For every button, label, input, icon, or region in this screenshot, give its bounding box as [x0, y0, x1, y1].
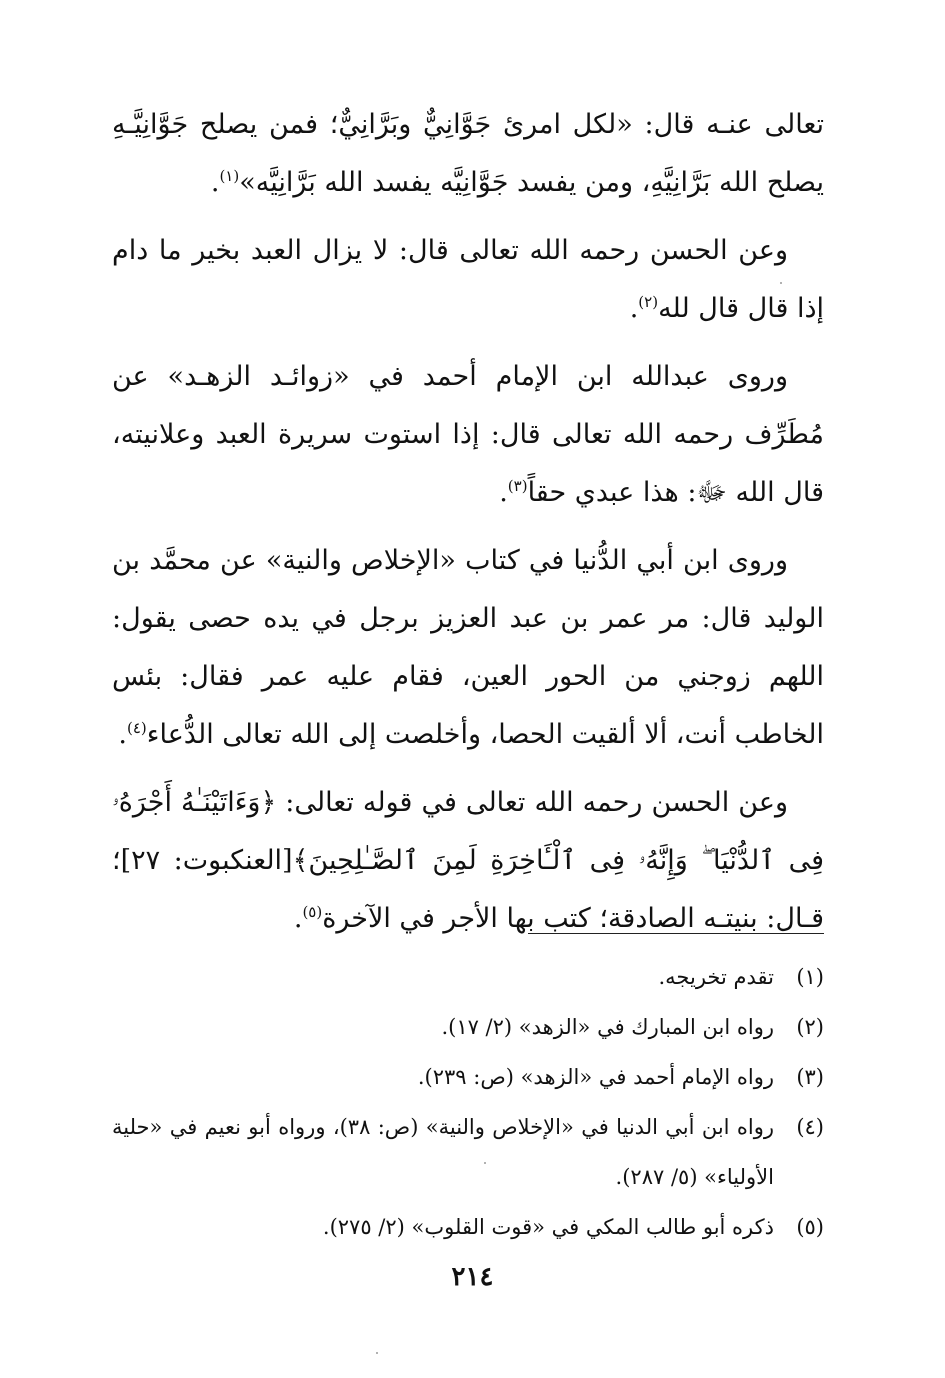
footnote: [112, 1052, 824, 1102]
footnote-ref: (١): [219, 167, 240, 185]
footnote-text: رواه الإمام أحمد في «الزهد» (ص: ٢٣٩).: [417, 1065, 774, 1089]
footnote-ref: (٣): [507, 477, 528, 495]
scan-speck: [780, 282, 782, 284]
paragraph: [112, 222, 824, 338]
footnote-number: (٢): [796, 1015, 824, 1039]
footnote-text: تقدم تخريجه.: [658, 965, 774, 989]
footnote-separator: [528, 933, 824, 934]
page-number: ٢١٤: [451, 1262, 494, 1292]
paragraph: [112, 96, 824, 212]
footnote-ref: (٥): [302, 903, 323, 921]
paragraph: [112, 774, 824, 948]
footnote-text: رواه ابن المبارك في «الزهد» (٢/ ١٧).: [441, 1015, 774, 1039]
footnote-text: رواه ابن أبي الدنيا في «الإخلاص والنية» (ص: ٣٨)، ورواه أبو نعيم في «حلية الأولياء» (٥/ ٢٨٧).: [112, 1115, 774, 1189]
scan-speck: [484, 1162, 486, 1164]
footnotes: [112, 952, 824, 1252]
paragraph-text: وروى عبدالله ابن الإمام أحمد في «زوائـد الزهـد» عن مُطَرِّف رحمه الله تعالى قال: إذا استوت سريرة العبد وعلانيته، قال الله ﷻ: هذا عبدي حقاً: [112, 361, 824, 508]
paragraph-end: .: [118, 719, 127, 750]
footnote: [112, 1002, 824, 1052]
paragraph-end: .: [499, 477, 508, 508]
paragraph-text: وعن الحسن رحمه الله تعالى قال: لا يزال العبد بخير ما دام إذا قال قال لله: [112, 235, 824, 324]
paragraph-text: تعالى عنـه قال: «لكل امرئ جَوَّانِيٌّ وبَرَّانِيٌّ؛ فمن يصلح جَوَّانِيَّـهِ يصلح الله بَرَّانِيَّهِ، ومن يفسد جَوَّانِيَّه يفسد الله بَرَّانِيَّه»: [112, 109, 824, 198]
footnote: [112, 952, 824, 1002]
paragraph: [112, 348, 824, 522]
footnote: [112, 1102, 824, 1202]
footnote-number: (٣): [796, 1065, 824, 1089]
footnote-text: ذكره أبو طالب المكي في «قوت القلوب» (٢/ ٢٧٥).: [322, 1215, 774, 1239]
paragraph-end: .: [293, 903, 303, 934]
paragraph-end: .: [210, 167, 220, 198]
footnote-ref: (٢): [638, 293, 659, 311]
footnote-number: (٤): [796, 1115, 824, 1139]
main-text: [112, 96, 824, 958]
footnote-ref: (٤): [126, 719, 147, 737]
footnote-number: (٥): [796, 1215, 824, 1239]
paragraph-text: وعن الحسن رحمه الله تعالى في قوله تعالى: ﴿وَءَاتَيْنَـٰهُ أَجْرَهُۥ فِى ٱلدُّنْيَا ۖ وَإِنَّهُۥ فِى ٱلْـَٔاخِرَةِ لَمِنَ ٱلصَّـٰلِحِينَ﴾[العنكبوت: ٢٧]؛ قـال: بنيتـه الصادقة؛ كتب بها الأجر في الآخرة: [112, 787, 824, 934]
paragraph-end: .: [629, 293, 639, 324]
footnote: [112, 1202, 824, 1252]
paragraph: [112, 532, 824, 764]
scan-speck: [376, 1352, 378, 1354]
footnote-number: (١): [796, 965, 824, 989]
paragraph-text: وروى ابن أبي الدُّنيا في كتاب «الإخلاص والنية» عن محمَّد بن الوليد قال: مر عمر بن عبد العزيز برجل في يده حصى يقول: اللهم زوجني من الحور العين، فقام عليه عمر فقال: بئس الخاطب أنت، ألا ألقيت الحصا، وأخلصت إلى الله تعالى الدُّعاء: [112, 545, 824, 750]
